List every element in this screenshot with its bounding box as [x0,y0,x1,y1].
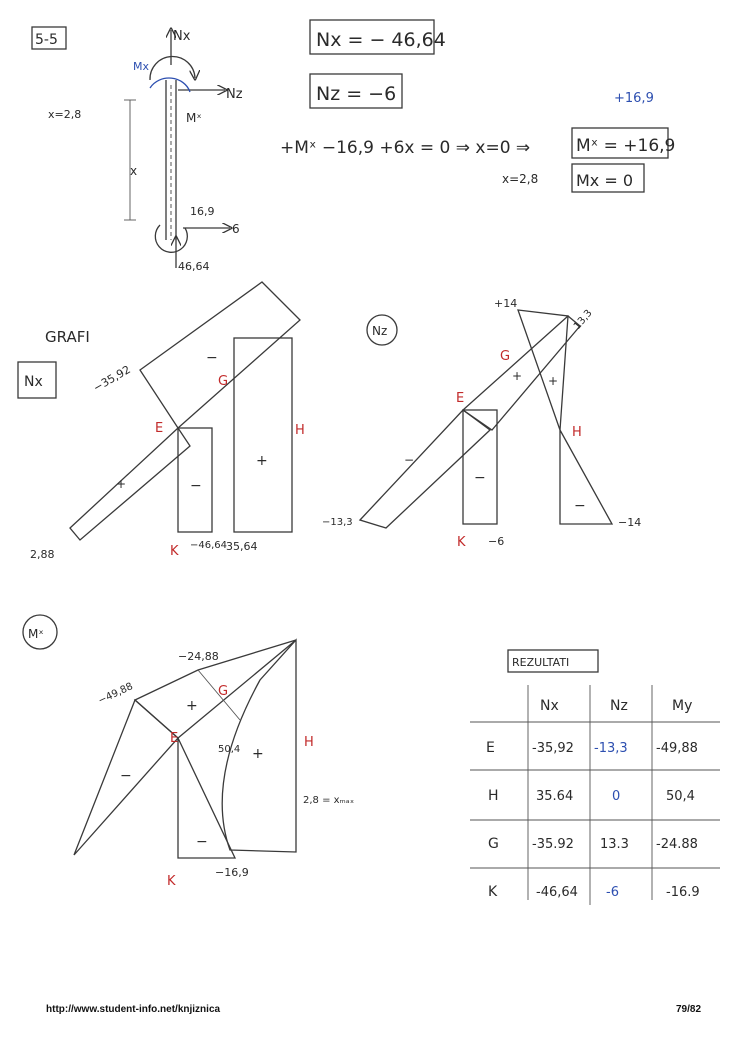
svg-text:+: + [256,453,268,469]
svg-text:−: − [206,350,218,366]
svg-text:H: H [295,423,305,438]
svg-text:K: K [457,535,466,550]
svg-text:Mˣ: Mˣ [28,627,44,641]
svg-text:−6: −6 [488,535,505,548]
footer-url[interactable]: http://www.student-info.net/knjiznica [46,1004,221,1015]
svg-text:-13,3: -13,3 [594,741,628,756]
svg-text:+: + [252,746,264,762]
mx-diagram [23,615,354,889]
svg-text:E: E [486,740,495,756]
svg-text:−46,64: −46,64 [190,540,228,551]
svg-text:46,64: 46,64 [178,260,210,273]
table-row [488,884,700,900]
svg-text:K: K [488,884,498,900]
nz-diagram [322,297,641,550]
svg-text:Nz = −6: Nz = −6 [316,83,397,105]
free-body-diagram [48,29,243,273]
svg-text:2,88: 2,88 [30,548,55,561]
table-row [486,740,698,756]
svg-text:6: 6 [232,222,240,236]
svg-text:+: + [116,477,127,491]
svg-text:-49,88: -49,88 [656,741,698,756]
svg-text:Nz: Nz [226,87,243,102]
svg-text:16,9: 16,9 [190,205,215,218]
svg-text:+16,9: +16,9 [614,91,654,106]
svg-text:Mx = 0: Mx = 0 [576,171,634,190]
svg-text:Nx = − 46,64: Nx = − 46,64 [316,29,446,51]
svg-text:E: E [155,421,164,436]
svg-text:−49,88: −49,88 [96,681,135,707]
svg-text:G: G [500,349,511,364]
svg-text:H: H [304,735,314,750]
svg-text:E: E [456,391,465,406]
svg-text:−35,92: −35,92 [91,362,133,395]
svg-text:Nx: Nx [24,374,43,390]
svg-text:E: E [170,731,179,746]
svg-text:K: K [170,544,179,559]
svg-text:−: − [474,470,486,486]
col-header-nz: Nz [610,698,628,714]
svg-text:H: H [488,788,499,804]
svg-text:Nz: Nz [372,324,388,338]
svg-text:Mˣ = +16,9: Mˣ = +16,9 [576,136,676,156]
svg-text:-6: -6 [606,885,619,900]
svg-text:35,64: 35,64 [226,540,258,553]
col-header-my: My [672,698,693,714]
svg-text:−16,9: −16,9 [215,866,249,879]
equations-block [280,20,675,192]
svg-text:−24,88: −24,88 [178,650,219,663]
svg-text:13.3: 13.3 [600,837,629,852]
svg-text:−: − [120,768,132,784]
table-row [488,788,695,804]
svg-text:-16.9: -16.9 [666,885,700,900]
svg-text:G: G [488,836,499,852]
svg-text:x=2,8: x=2,8 [502,172,539,186]
table-row [488,836,698,852]
svg-text:+: + [512,369,523,383]
svg-text:-24.88: -24.88 [656,837,698,852]
svg-text:+: + [186,698,198,714]
svg-text:−: − [404,453,415,467]
svg-text:-35.92: -35.92 [532,837,574,852]
svg-text:−: − [190,478,202,494]
svg-text:35.64: 35.64 [536,789,574,804]
svg-text:x=2,8: x=2,8 [48,108,82,121]
svg-text:2,8 = xₘₐₓ: 2,8 = xₘₐₓ [303,795,355,806]
svg-text:−14: −14 [618,516,642,529]
svg-text:50,4: 50,4 [218,744,241,755]
svg-text:Nx: Nx [173,29,191,44]
svg-text:-46,64: -46,64 [536,885,578,900]
svg-text:50,4: 50,4 [666,789,695,804]
svg-text:Mx: Mx [133,60,150,73]
grafi-heading: GRAFI [45,328,90,346]
svg-text:G: G [218,374,229,389]
svg-text:H: H [572,425,582,440]
svg-text:K: K [167,874,176,889]
nx-diagram [18,282,305,561]
svg-text:Mˣ: Mˣ [186,111,202,125]
svg-text:+14: +14 [494,297,518,310]
svg-text:−13,3: −13,3 [322,517,353,528]
results-table [470,650,720,905]
svg-text:+: + [548,374,559,388]
svg-text:−: − [196,834,208,850]
svg-text:+Mˣ −16,9 +6x = 0 ⇒ x=0 ⇒: +Mˣ −16,9 +6x = 0 ⇒ x=0 ⇒ [280,138,531,158]
section-label [32,27,66,49]
svg-text:−: − [574,498,586,514]
svg-text:x: x [130,164,138,178]
svg-text:0: 0 [612,789,621,804]
svg-text:5-5: 5-5 [35,32,58,48]
col-header-nx: Nx [540,698,559,714]
results-title: REZULTATI [512,656,570,669]
svg-text:13,3: 13,3 [571,307,595,332]
page-number: 79/82 [676,1004,702,1015]
svg-text:-35,92: -35,92 [532,741,574,756]
svg-text:G: G [218,684,229,699]
